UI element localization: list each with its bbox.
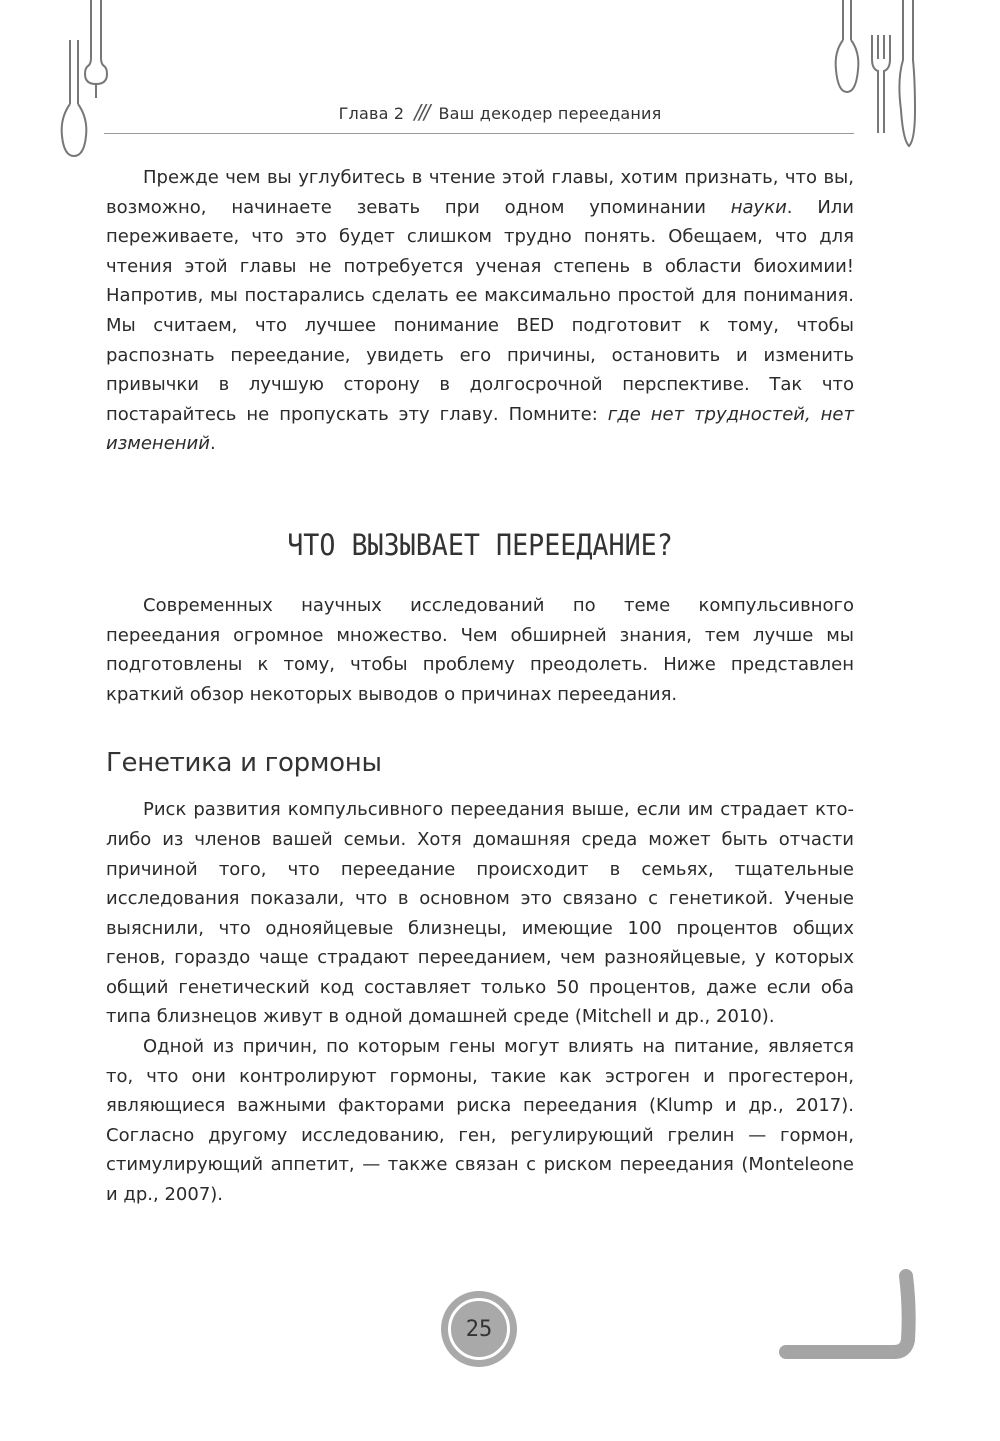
page-number-badge [441,1291,517,1367]
subsection-heading: Генетика и гормоны [106,748,382,779]
running-header [0,100,1000,124]
brush-corner-decoration [776,1268,926,1368]
section-intro-paragraph: Современных научных исследований по теме компульсивного переедания огромное множество. Чем обширней знания, тем лучше мы подготовлены к тому, чтобы проблему преодолеть. Ниже представлен краткий обзор некоторых выводов о причинах переедания. [106,594,854,705]
spoon-icon [832,0,862,96]
page-body [106,163,854,1210]
chapter-label: Глава 2 [338,104,405,123]
body-paragraph: Одной из причин, по которым гены могут влиять на питание, является то, что они контролируют гормоны, такие как эстроген и прогестерон, являющиеся важными факторами риска переедания (Klump и др., 2017). Согласно другому исследованию, ген, регулирующий грелин — гормон, стимулирующий аппетит, — также связан с риском переедания (Monteleone и др., 2007). [106,1036,854,1206]
intro-paragraph [106,163,854,459]
intro-text: Прежде чем вы углубитесь в чтение этой главы, хотим признать, что вы, возможно, начинаете зевать при одном упоминании [106,167,854,218]
intro-text: . [209,433,216,455]
header-divider [104,133,854,134]
header-separator: /// [414,100,429,124]
section-heading: ЧТО ВЫЗЫВАЕТ ПЕРЕЕДАНИЕ? [287,527,673,562]
body-paragraph: Риск развития компульсивного переедания выше, если им страдает кто-либо из членов вашей семьи. Хотя домашняя среда может быть отчасти причиной того, что переедание происходит в семьях, тщательные исследования показали, что в основном это связано с генетикой. Ученые выяснили, что однояйцевые близнецы, имеющие 100 процентов общих генов, гораздо чаще страдают перееданием, чем разнояйцевые, у которых общий генетический код составляет только 50 процентов, даже если оба типа близнецов живут в одной домашней среде (Mitchell и др., 2010). [106,799,854,1028]
intro-text: . Или переживаете, что это будет слишком трудно понять. Обещаем, что для чтения этой главы не потребуется ученая степень в области биохимии! Напротив, мы постарались сделать ее максимально простой для понимания. Мы считаем, что лучшее понимание BED подготовит к тому, чтобы распознать переедание, увидеть его причины, остановить и изменить привычки в лучшую сторону в долгосрочной перспективе. Так что постарайтесь не пропускать эту главу. Помните: [106,196,854,425]
chapter-title: Ваш декодер переедания [438,104,662,123]
intro-emphasis: науки [730,196,787,218]
intro-emphasis: где нет трудностей, нет изменений [106,403,854,455]
page-number: 25 [448,1298,510,1360]
knife-icon [893,0,923,150]
